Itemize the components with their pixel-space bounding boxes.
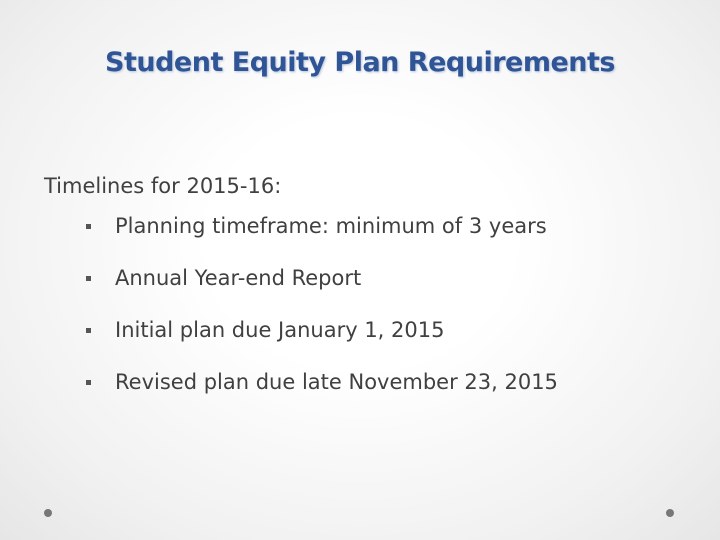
bullet-item [86, 266, 361, 290]
corner-dot-icon [666, 509, 674, 517]
slide-title: Student Equity Plan Requirements [105, 47, 615, 78]
bullet-icon [86, 276, 91, 281]
bullet-text: Revised plan due late November 23, 2015 [115, 370, 558, 394]
bullet-text: Annual Year-end Report [115, 266, 362, 290]
bullet-item [86, 370, 558, 394]
bullet-icon [86, 224, 91, 229]
bullet-icon [86, 328, 91, 333]
intro-text: Timelines for 2015-16: [44, 174, 282, 198]
bullet-item [86, 318, 444, 342]
bullet-text: Planning timeframe: minimum of 3 years [115, 214, 547, 238]
bullet-text: Initial plan due January 1, 2015 [115, 318, 445, 342]
bullet-icon [86, 380, 91, 385]
bullet-item [86, 214, 547, 238]
corner-dot-icon [44, 509, 52, 517]
